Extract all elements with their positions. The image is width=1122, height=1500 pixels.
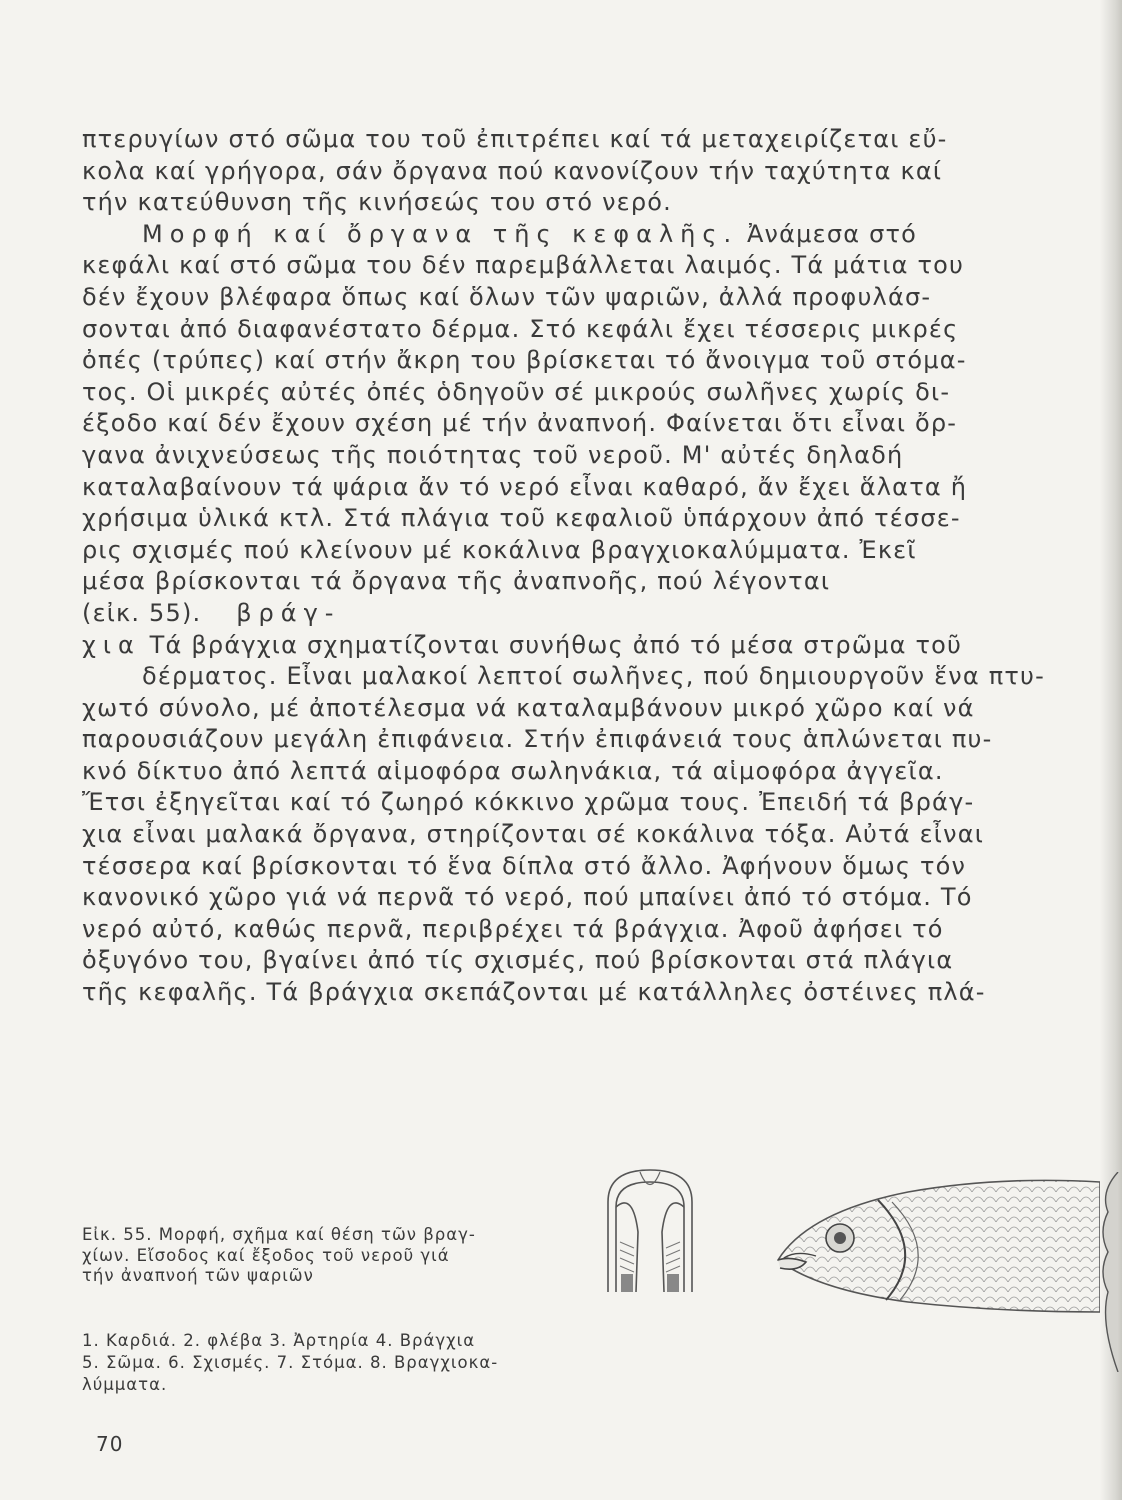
text-line: σονται ἀπό διαφανέστατο δέρμα. Στό κεφάλι ἔχει τέσσερις μικρές — [82, 314, 959, 343]
figure-caption — [82, 1225, 572, 1287]
spaced-term: χια — [82, 630, 141, 659]
caption-line: χίων. Εἴσοδος καί ἔξοδος τοῦ νεροῦ γιά — [82, 1245, 450, 1265]
text-line: μέσα βρίσκονται τά ὄργανα τῆς ἀναπνοῆς, πού λέγονται — [82, 567, 831, 596]
paragraph-start: δέρματος. Εἶναι μαλακοί λεπτοί σωλῆνες, πού δημιουργοῦν ἕνα πτυ- — [142, 662, 1045, 691]
spaced-term: βράγ- — [236, 598, 341, 627]
legend-line: 5. Σῶμα. 6. Σχισμές. 7. Στόμα. 8. Βραγχιοκα- — [82, 1353, 499, 1372]
text-line: τῆς κεφαλῆς. Τά βράγχια σκεπάζονται μέ κατάλληλες ὀστέινες πλά- — [82, 978, 986, 1007]
text-line: γανα ἀνιχνεύσεως τῆς ποιότητας τοῦ νεροῦ. Μ' αὐτές δηλαδή — [82, 440, 904, 469]
text-line: κολα καί γρήγορα, σάν ὄργανα πού κανονίζουν τήν ταχύτητα καί — [82, 156, 943, 185]
text-line: ρις σχισμές πού κλείνουν μέ κοκάλινα βραγχιοκαλύμματα. Ἐκεῖ — [82, 535, 917, 564]
text-line: πτερυγίων στό σῶμα του τοῦ ἐπιτρέπει καί τά μεταχειρίζεται εὔ- — [82, 125, 948, 153]
section-heading: Μορφή καί ὄργανα τῆς κεφαλῆς. — [142, 219, 739, 248]
text-line: τος. Οἱ μικρές αὐτές ὀπές ὁδηγοῦν σέ μικρούς σωλῆνες χωρίς δι- — [82, 377, 951, 406]
text-line: καταλαβαίνουν τά ψάρια ἄν τό νερό εἶναι καθαρό, ἄν ἔχει ἅλατα ἤ — [82, 472, 968, 501]
gill-cross-section-illustration — [588, 1162, 713, 1297]
text-line: τέσσερα καί βρίσκονται τό ἕνα δίπλα στό ἄλλο. Ἀφήνουν ὅμως τόν — [82, 851, 967, 880]
text-line: κεφάλι καί στό σῶμα του δέν παρεμβάλλεται λαιμός. Τά μάτια του — [82, 251, 965, 280]
text-line: χωτό σύνολο, μέ ἀποτέλεσμα νά καταλαμβάνουν μικρό χῶρο καί νά — [82, 693, 975, 722]
caption-line: Εἰκ. 55. Μορφή, σχῆμα καί θέση τῶν βραγ- — [82, 1225, 476, 1244]
text-line: κανονικό χῶρο γιά νά περνᾶ τό νερό, πού μπαίνει ἀπό τό στόμα. Τό — [82, 883, 973, 912]
fish-head-illustration — [768, 1172, 1100, 1322]
body-text — [82, 124, 1062, 1009]
text-line: χρήσιμα ὑλικά κτλ. Στά πλάγια τοῦ κεφαλιοῦ ὑπάρχουν ἀπό τέσσε- — [82, 504, 961, 533]
text-line: ὀπές (τρύπες) καί στήν ἄκρη του βρίσκεται τό ἄνοιγμα τοῦ στόμα- — [82, 346, 967, 375]
text-line: κνό δίκτυο ἀπό λεπτά αἱμοφόρα σωληνάκια, τά αἱμοφόρα ἀγγεῖα. — [82, 756, 944, 785]
text-line: τήν κατεύθυνση τῆς κινήσεώς του στό νερό. — [82, 188, 672, 217]
text-fragment: Τά βράγχια σχηματίζονται συνήθως ἀπό τό μέσα στρῶμα τοῦ — [149, 630, 963, 659]
fin-edge-illustration — [1098, 1172, 1120, 1372]
legend-line: λύμματα. — [82, 1375, 168, 1394]
text-fragment: (εἰκ. 55). — [82, 598, 202, 627]
text-line-spaced-term — [82, 598, 1062, 630]
text-line: παρουσιάζουν μεγάλη ἐπιφάνεια. Στήν ἐπιφάνειά τους ἁπλώνεται πυ- — [82, 725, 993, 754]
figure-legend — [82, 1330, 572, 1396]
text-line-spaced-term — [82, 630, 1062, 662]
text-line: νερό αὐτό, καθώς περνᾶ, περιβρέχει τά βράγχια. Ἀφοῦ ἀφήσει τό — [82, 914, 944, 943]
text-line: δέν ἔχουν βλέφαρα ὅπως καί ὅλων τῶν ψαριῶν, ἀλλά προφυλάσ- — [82, 282, 932, 311]
legend-line: 1. Καρδιά. 2. φλέβα 3. Ἀρτηρία 4. Βράγχια — [82, 1331, 476, 1350]
section-heading-line — [82, 219, 1062, 251]
text-line: χια εἶναι μαλακά ὄργανα, στηρίζονται σέ κοκάλινα τόξα. Αὐτά εἶναι — [82, 820, 985, 849]
page-number: 70 — [96, 1432, 124, 1456]
section-lead: Ἀνάμεσα στό — [746, 219, 918, 248]
caption-line: τήν ἀναπνοή τῶν ψαριῶν — [82, 1266, 314, 1285]
text-line: ὀξυγόνο του, βγαίνει ἀπό τίς σχισμές, πού βρίσκονται στά πλάγια — [82, 946, 954, 975]
text-line: Ἔτσι ἐξηγεῖται καί τό ζωηρό κόκκινο χρῶμα τους. Ἐπειδή τά βράγ- — [82, 788, 975, 817]
text-line: έξοδο καί δέν ἔχουν σχέση μέ τήν ἀναπνοή. Φαίνεται ὅτι εἶναι ὄρ- — [82, 409, 958, 438]
